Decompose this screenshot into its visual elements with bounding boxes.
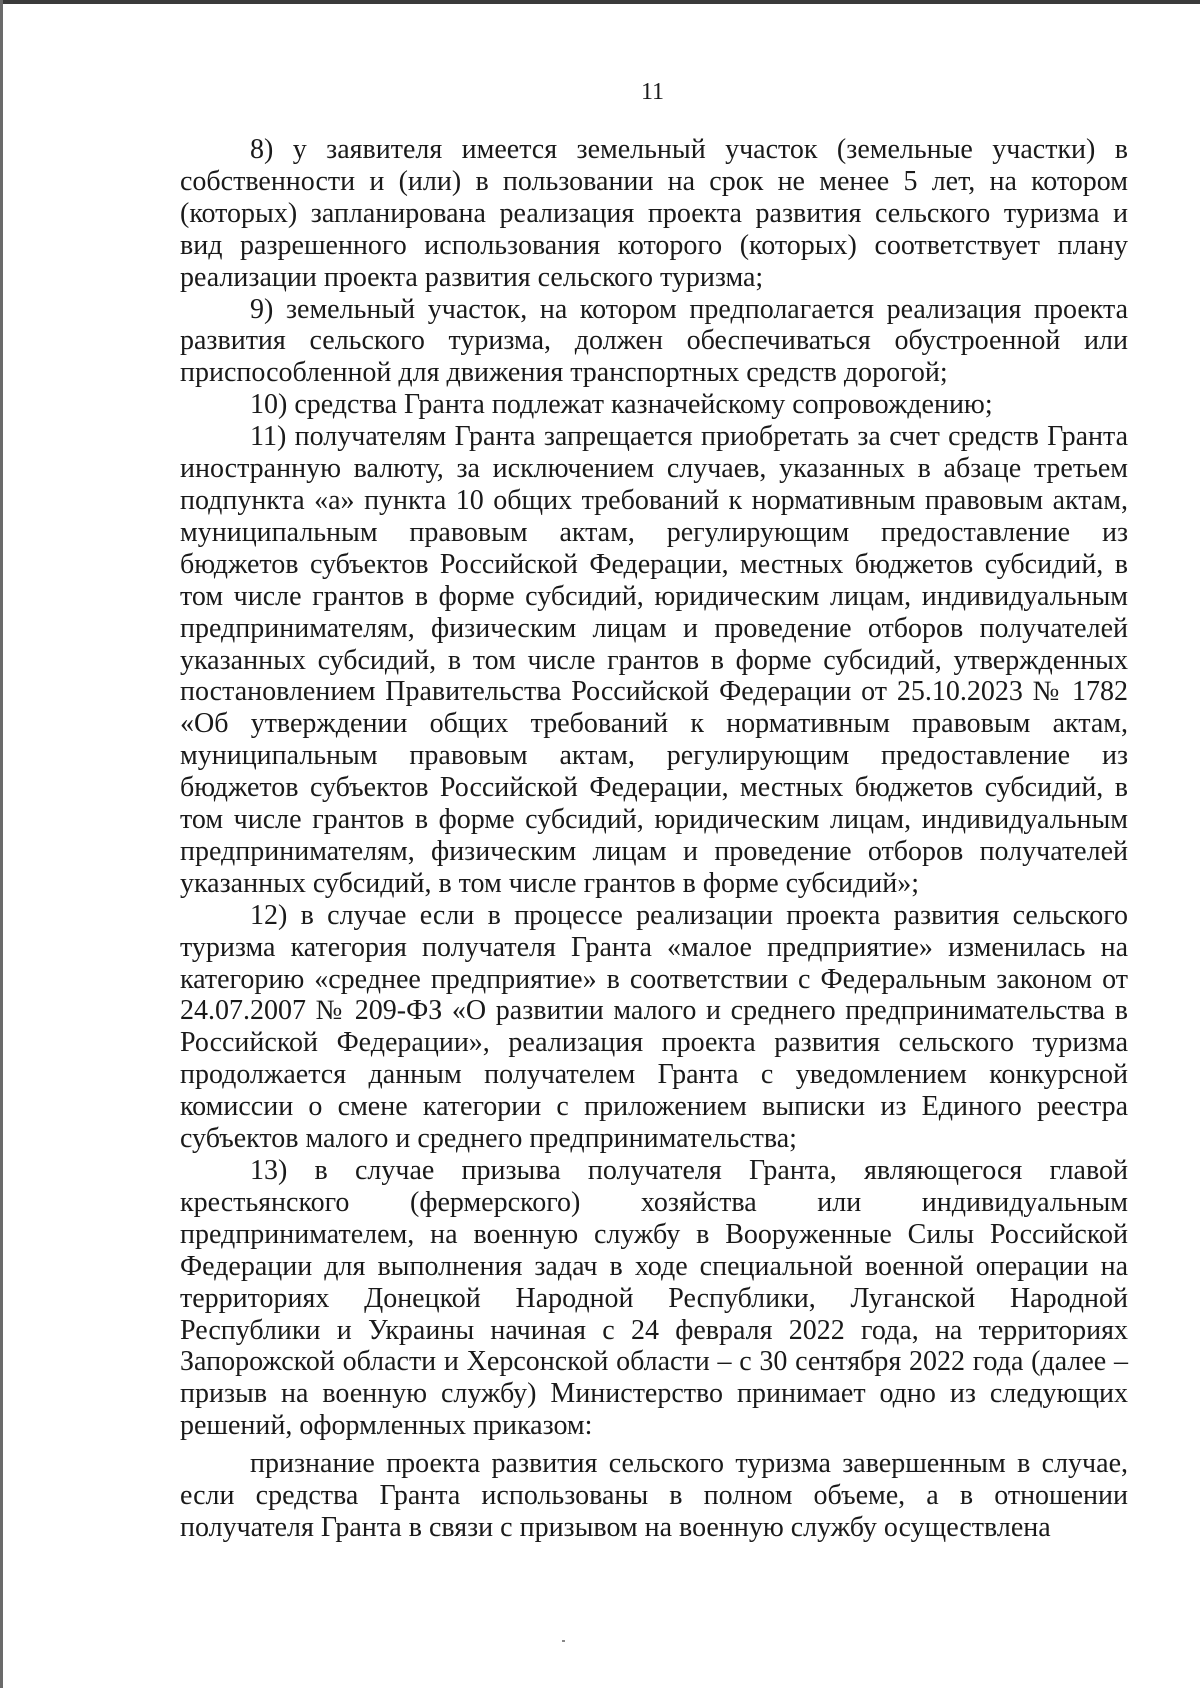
paragraph-item-10: 10) средства Гранта подлежат казначейскому сопровождению; — [250, 389, 993, 421]
paragraph-item-9: 9) земельный участок, на котором предполагается реализация проекта развития сельского туризма, должен обеспечиваться обустроенной или приспособленной для движения транспортных средств дорогой; — [180, 293, 1128, 389]
scan-top-edge — [0, 0, 1200, 4]
scan-speck — [562, 1640, 565, 1642]
paragraph-item-12: 12) в случае если в процессе реализации проекта развития сельского туризма категория получателя Гранта «малое предприятие» изменилась на категорию «среднее предприятие» в соответствии с Федеральным законом от 24.07.2007 № 209-ФЗ «О развитии малого и среднего предпринимательства в Российской Федерации», реализация проекта развития сельского туризма продолжается данным получателем Гранта с уведомлением конкурсной комиссии о смене категории с приложением выписки из Единого реестра субъектов малого и среднего предпринимательства; — [180, 899, 1128, 1155]
page-number: 11 — [640, 79, 665, 105]
paragraph-decision-option: признание проекта развития сельского туризма завершенным в случае, если средства Гранта использованы в полном объеме, а в отношении получателя Гранта в связи с призывом на военную службу осуществлена — [180, 1448, 1128, 1543]
scan-left-edge — [0, 0, 3, 1688]
paragraph-item-8: 8) у заявителя имеется земельный участок (земельные участки) в собственности и (или) в пользовании на срок не менее 5 лет, на котором (которых) запланирована реализация проекта развития сельского туризма и вид разрешенного использования которого (которых) соответствует плану реализации проекта развития сельского туризма; — [180, 134, 1128, 293]
document-body — [180, 134, 1128, 1544]
paragraph-item-13: 13) в случае призыва получателя Гранта, являющегося главой крестьянского (фермерского) хозяйства или индивидуальным предпринимателем, на военную службу в Вооруженные Силы Российской Федерации для выполнения задач в ходе специальной военной операции на территориях Донецкой Народной Республики, Луганской Народной Республики и Украины начиная с 24 февраля 2022 года, на территориях Запорожской области и Херсонской области – с 30 сентября 2022 года (далее – призыв на военную службу) Министерство принимает одно из следующих решений, оформленных приказом: — [180, 1155, 1128, 1442]
paragraph-item-11: 11) получателям Гранта запрещается приобретать за счет средств Гранта иностранную валюту, за исключением случаев, указанных в абзаце третьем подпункта «а» пункта 10 общих требований к нормативным правовым актам, муниципальным правовым актам, регулирующим предоставление из бюджетов субъектов Российской Федерации, местных бюджетов субсидий, в том числе грантов в форме субсидий, юридическим лицам, индивидуальным предпринимателям, физическим лицам и проведение отборов получателей указанных субсидий, в том числе грантов в форме субсидий, утвержденных постановлением Правительства Российской Федерации от 25.10.2023 № 1782 «Об утверждении общих требований к нормативным правовым актам, муниципальным правовым актам, регулирующим предоставление из бюджетов субъектов Российской Федерации, местных бюджетов субсидий, в том числе грантов в форме субсидий, юридическим лицам, индивидуальным предпринимателям, физическим лицам и проведение отборов получателей указанных субсидий, в том числе грантов в форме субсидий»; — [180, 421, 1128, 899]
